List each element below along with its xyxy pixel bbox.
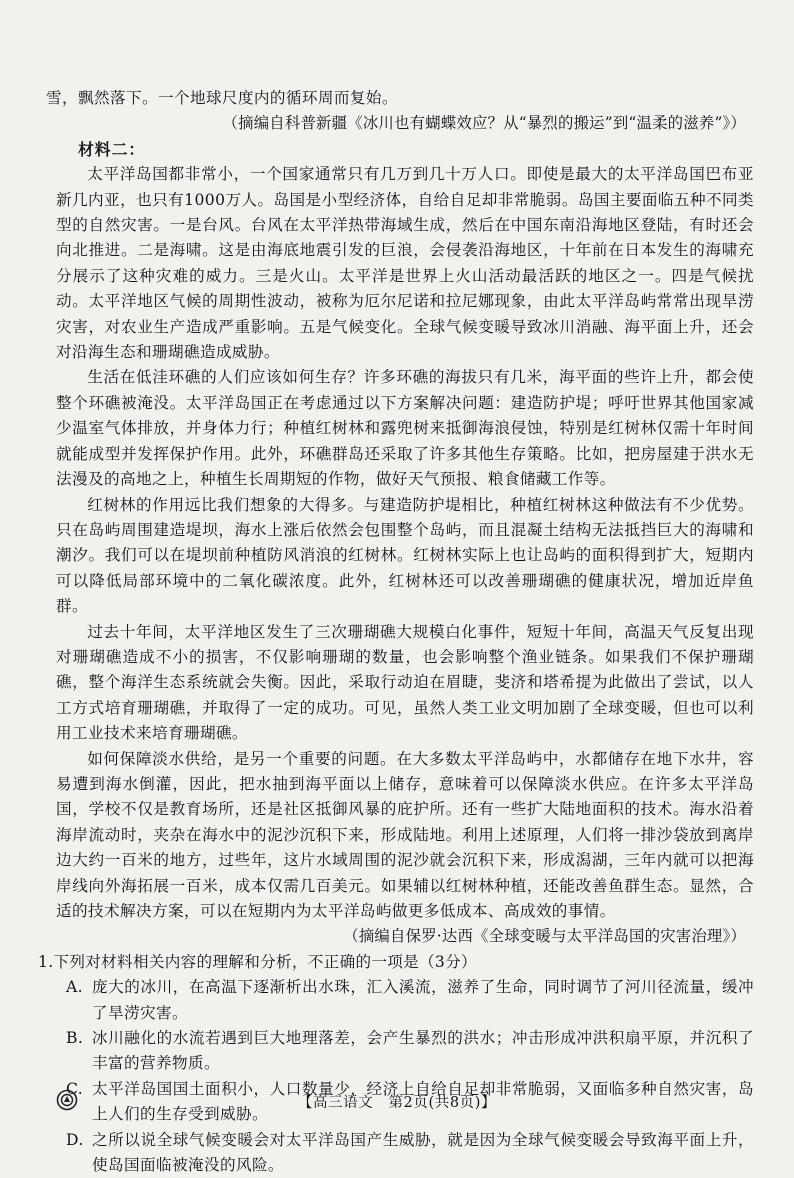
- option-d: [56, 1128, 754, 1178]
- option-text: 之所以说全球气候变暖会对太平洋岛国产生威胁，就是因为全球气候变暖会导致海平面上升，使岛国面临被淹没的风险。: [92, 1130, 754, 1175]
- option-letter: A.: [66, 978, 84, 997]
- intro-line: 雪，飘然落下。一个地球尺度内的循环周而复始。: [46, 89, 398, 107]
- question-1: 1.下列对材料相关内容的理解和分析，不正确的一项是（3分）: [38, 952, 477, 971]
- option-text: 太平洋岛国国土面积小，人口数量少，经济上自给自足却非常脆弱，又面临多种自然灾害，岛上人们的生存受到威胁。: [92, 1079, 754, 1124]
- paragraph-3: 红树林的作用远比我们想象的大得多。与建造防护堤相比，种植红树林这种做法有不少优势。只在岛屿周围建造堤坝，海水上涨后依然会包围整个岛屿，而且混凝土结构无法抵挡巨大的海啸和潮汐。我们可以在堤坝前种植防风消浪的红树林。红树林实际上也让岛屿的面积得到扩大，短期内可以降低局部环境中的二氧化碳浓度。此外，红树林还可以改善珊瑚礁的健康状况，增加近岸鱼群。: [56, 495, 754, 616]
- source-citation-2: （摘编自保罗·达西《全球变暖与太平洋岛国的灾害治理》）: [343, 927, 746, 946]
- option-letter: B.: [66, 1029, 84, 1048]
- paragraph-4: 过去十年间，太平洋地区发生了三次珊瑚礁大规模白化事件，短短十年间，高温天气反复出现对珊瑚礁造成不小的损害，不仅影响珊瑚的数量，也会影响整个渔业链条。如果我们不保护珊瑚礁，整个海洋生态系统就会失衡。因此，采取行动迫在眉睫，斐济和塔希提为此做出了尝试，以人工方式培育珊瑚礁，并取得了一定的成功。可见，虽然人类工业文明加剧了全球变暖，但也可以利用工业技术来培育珊瑚礁。: [56, 622, 754, 743]
- paragraph-1: 太平洋岛国都非常小，一个国家通常只有几万到几十万人口。即使是最大的太平洋岛国巴布亚新几内亚，也只有1000万人。岛国是小型经济体，自给自足却非常脆弱。岛国主要面临五种不同类型的自然灾害。一是台风。台风在太平洋热带海域生成，然后在中国东南沿海地区登陆，有时还会向北推进。二是海啸。这是由海底地震引发的巨浪，会侵袭沿海地区，十年前在日本发生的海啸充分展示了这种灾难的威力。三是火山。太平洋是世界上火山活动最活跃的地区之一。四是气候扰动。太平洋地区气候的周期性波动，被称为厄尔尼诺和拉尼娜现象，由此太平洋岛屿常常出现旱涝灾害，对农业生产造成严重影响。五是气候变化。全球气候变暖导致冰川消融、海平面上升，还会对沿海生态和珊瑚礁造成威胁。: [56, 165, 754, 362]
- option-text: 庞大的冰川，在高温下逐渐析出水珠，汇入溪流，滋养了生命，同时调节了河川径流量，缓冲了旱涝灾害。: [92, 978, 754, 1022]
- option-letter: D.: [66, 1130, 84, 1149]
- source-citation-1: （摘编自科普新疆《冰川也有蝴蝶效应？从“暴烈的搬运”到“温柔的滋养”》）: [222, 114, 746, 133]
- paragraph-2: 生活在低洼环礁的人们应该如何生存？许多环礁的海拔只有几米，海平面的些许上升，都会使整个环礁被淹没。太平洋岛国正在考虑通过以下方案解决问题：建造防护堤；呼吁世界其他国家减少温室气体排放，并身体力行；种植红树林和露兜树来抵御海浪侵蚀，特别是红树林仅需十年时间就能成型并发挥保护作用。此外，环礁群岛还采取了许多其他生存策略。比如，把房屋建于洪水无法漫及的高地之上，种植生长周期短的作物，做好天气预报、粮食储藏工作等。: [56, 368, 754, 489]
- option-text: 冰川融化的水流若遇到巨大地理落差，会产生暴烈的洪水；冲击形成冲洪积扇平原，并沉积了丰富的营养物质。: [92, 1029, 754, 1073]
- paragraph-5: 如何保障淡水供给，是另一个重要的问题。在大多数太平洋岛屿中，水都储存在地下水井，容易遭到海水倒灌，因此，把水抽到海平面以上储存，意味着可以保障淡水供应。在许多太平洋岛国，学校不仅是教育场所，还是社区抵御风暴的庇护所。还有一些扩大陆地面积的技术。海水沿着海岸流动时，夹杂在海水中的泥沙沉积下来，形成陆地。利用上述原理，人们将一排沙袋放到离岸边大约一百米的地方，过些年，这片水域周围的泥沙就会沉积下来，形成潟湖，三年内就可以把海岸线向外海拓展一百米，成本仅需几百美元。如果辅以红树林种植，还能改善鱼群生态。显然，合适的技术解决方案，可以在短期内为太平洋岛屿做更多低成本、高成效的事情。: [56, 749, 754, 920]
- option-a: [56, 975, 754, 1026]
- option-b: [56, 1026, 754, 1077]
- option-letter: C.: [66, 1079, 84, 1098]
- material2-heading: 材料二：: [78, 139, 146, 159]
- page-footer: 【高三语文 第2页(共8页)】: [297, 1095, 497, 1111]
